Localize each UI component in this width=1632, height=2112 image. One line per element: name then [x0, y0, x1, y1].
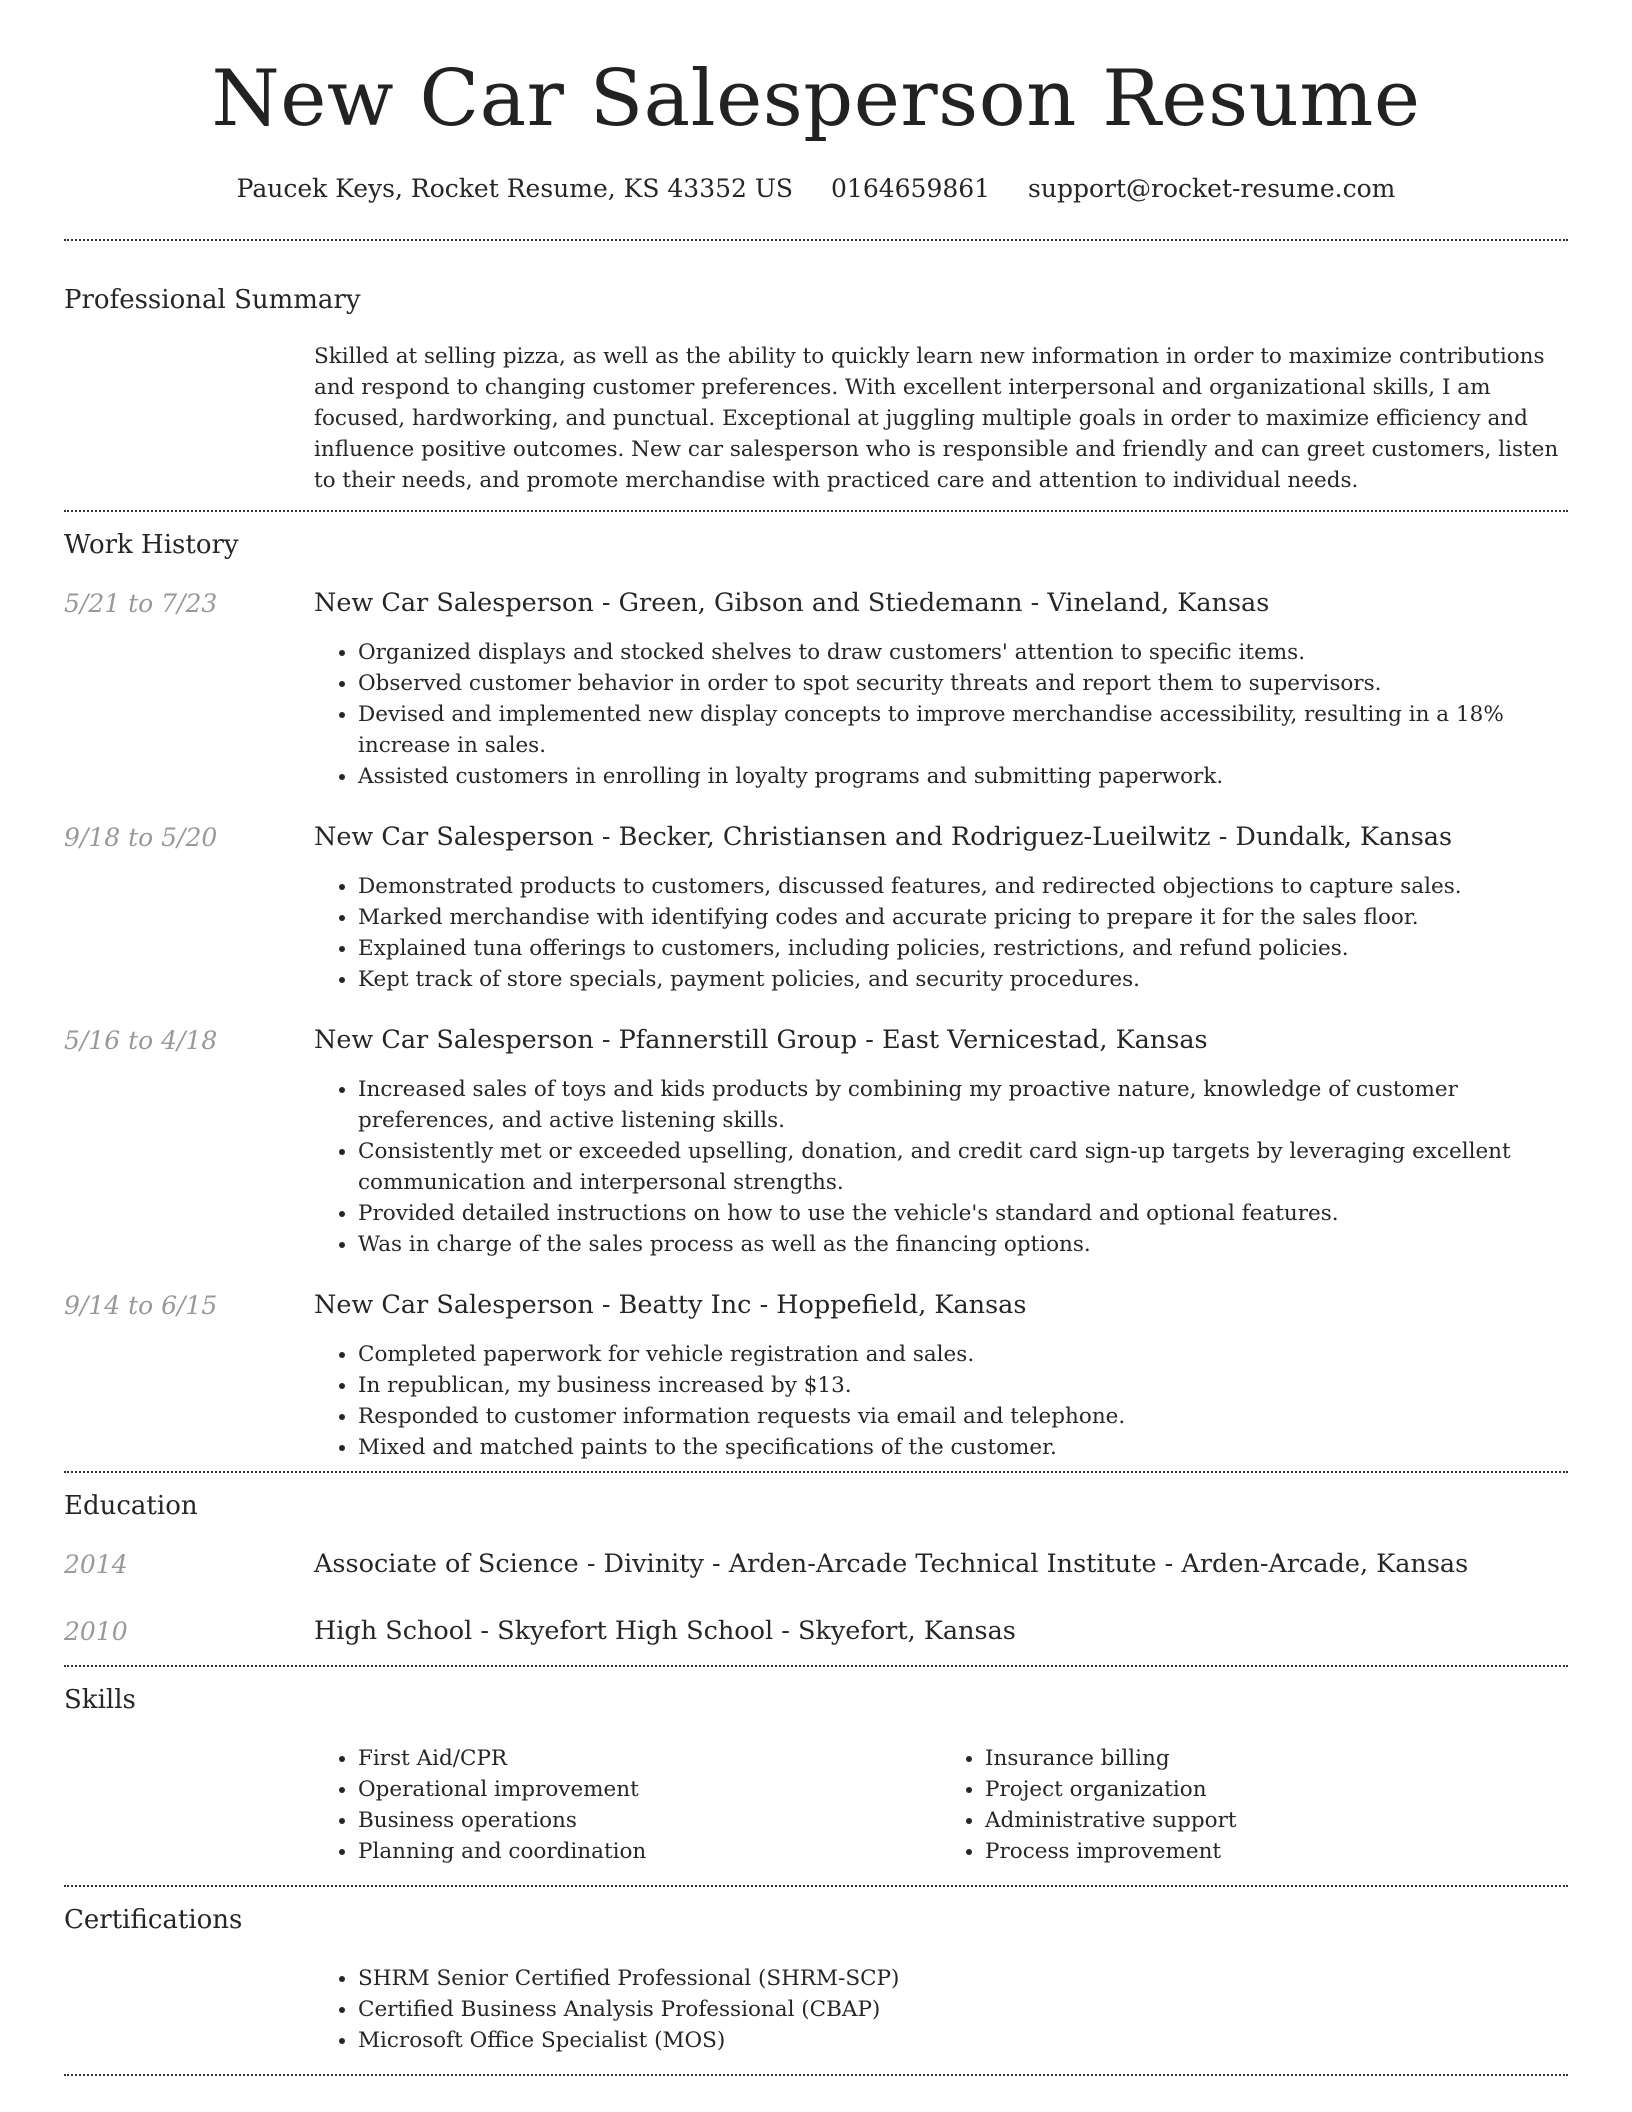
job-bullet: • Kept track of store specials, payment policies, and security procedures. [358, 964, 1568, 995]
job-bullet: • Devised and implemented new display concepts to improve merchandise accessibility, resulting in a 18% increase in sales. [358, 699, 1568, 761]
job-entry [64, 822, 1568, 995]
skill-item: • Project organization [985, 1774, 1568, 1805]
education-section [64, 1473, 1568, 1647]
job-entry [64, 588, 1568, 792]
job-dates: 9/14 to 6/15 [64, 1291, 218, 1320]
summary-text: Skilled at selling pizza, as well as the ability to quickly learn new information in order to maximize contributions and respond to changing customer preferences. With excellent interpersonal and organizational skills, I am focused, hardworking, and punctual. Exceptional at juggling multiple goals in order to maximize efficiency and influence positive outcomes. New car salesperson who is responsible and friendly and can greet customers, listen to their needs, and promote merchandise with practiced care and attention to individual needs. [314, 344, 1559, 493]
skill-item: • Business operations [358, 1805, 941, 1836]
skill-item: • Process improvement [985, 1836, 1568, 1867]
skills-section [64, 1667, 1568, 1885]
contact-address: Paucek Keys, Rocket Resume, KS 43352 US [236, 174, 794, 203]
job-title: New Car Salesperson - Becker, Christiansen and Rodriguez-Lueilwitz - Dundalk, Kansas [314, 822, 1453, 852]
job-dates: 5/16 to 4/18 [64, 1026, 218, 1055]
section-title-education: Education [64, 1491, 198, 1521]
job-bullet: • Provided detailed instructions on how to use the vehicle's standard and optional features. [358, 1198, 1568, 1229]
section-divider [64, 2074, 1568, 2076]
education-entry [64, 1616, 1568, 1647]
job-bullet: • Demonstrated products to customers, discussed features, and redirected objections to capture sales. [358, 871, 1568, 902]
job-bullet: • Responded to customer information requests via email and telephone. [358, 1401, 1568, 1432]
job-bullet: • Explained tuna offerings to customers, including policies, restrictions, and refund policies. [358, 933, 1568, 964]
certification-item: • SHRM Senior Certified Professional (SHRM-SCP) [358, 1963, 1568, 1994]
education-detail: High School - Skyefort High School - Skyefort, Kansas [314, 1616, 1016, 1646]
work-history-section [64, 512, 1568, 1463]
job-bullets [314, 871, 1568, 995]
job-entry [64, 1290, 1568, 1463]
section-title-work-history: Work History [64, 530, 239, 560]
professional-summary-section [64, 241, 1568, 496]
job-bullet: • Completed paperwork for vehicle registration and sales. [358, 1339, 1568, 1370]
job-bullet: • In republican, my business increased by $13. [358, 1370, 1568, 1401]
job-title: New Car Salesperson - Green, Gibson and Stiedemann - Vineland, Kansas [314, 588, 1270, 618]
job-bullets [314, 1074, 1568, 1260]
contact-phone: 0164659861 [831, 174, 991, 203]
job-bullet: • Was in charge of the sales process as well as the financing options. [358, 1229, 1568, 1260]
job-bullet: • Marked merchandise with identifying codes and accurate pricing to prepare it for the sales floor. [358, 902, 1568, 933]
certification-item: • Certified Business Analysis Professional (CBAP) [358, 1994, 1568, 2025]
resume-title: New Car Salesperson Resume [211, 54, 1421, 144]
job-bullet: • Consistently met or exceeded upselling, donation, and credit card sign-up targets by leveraging excellent communication and interpersonal strengths. [358, 1136, 1568, 1198]
contact-line [64, 174, 1568, 203]
job-bullets [314, 637, 1568, 792]
certification-item: • Microsoft Office Specialist (MOS) [358, 2025, 1568, 2056]
job-dates: 5/21 to 7/23 [64, 589, 218, 618]
job-bullet: • Increased sales of toys and kids products by combining my proactive nature, knowledge of customer preferences, and active listening skills. [358, 1074, 1568, 1136]
certifications-section [64, 1887, 1568, 2074]
section-title-certifications: Certifications [64, 1905, 243, 1935]
skills-column-2 [941, 1743, 1568, 1867]
job-bullet: • Organized displays and stocked shelves to draw customers' attention to specific items. [358, 637, 1568, 668]
certifications-list [314, 1963, 1568, 2056]
education-year: 2014 [64, 1550, 128, 1579]
job-bullet: • Mixed and matched paints to the specifications of the customer. [358, 1432, 1568, 1463]
job-bullets [314, 1339, 1568, 1463]
section-title-skills: Skills [64, 1685, 136, 1715]
skills-column-1 [314, 1743, 941, 1867]
skills-columns [314, 1743, 1568, 1867]
education-year: 2010 [64, 1617, 128, 1646]
skill-item: • First Aid/CPR [358, 1743, 941, 1774]
education-entry [64, 1549, 1568, 1580]
education-detail: Associate of Science - Divinity - Arden-Arcade Technical Institute - Arden-Arcade, Kansas [314, 1549, 1469, 1579]
job-title: New Car Salesperson - Beatty Inc - Hoppefield, Kansas [314, 1290, 1027, 1320]
contact-email: support@rocket-resume.com [1028, 174, 1396, 203]
skill-item: • Insurance billing [985, 1743, 1568, 1774]
job-bullet: • Observed customer behavior in order to spot security threats and report them to supervisors. [358, 668, 1568, 699]
skill-item: • Planning and coordination [358, 1836, 941, 1867]
section-title-summary: Professional Summary [64, 285, 361, 315]
job-title: New Car Salesperson - Pfannerstill Group - East Vernicestad, Kansas [314, 1025, 1208, 1055]
job-entry [64, 1025, 1568, 1260]
job-dates: 9/18 to 5/20 [64, 823, 218, 852]
skill-item: • Administrative support [985, 1805, 1568, 1836]
job-bullet: • Assisted customers in enrolling in loyalty programs and submitting paperwork. [358, 761, 1568, 792]
skill-item: • Operational improvement [358, 1774, 941, 1805]
